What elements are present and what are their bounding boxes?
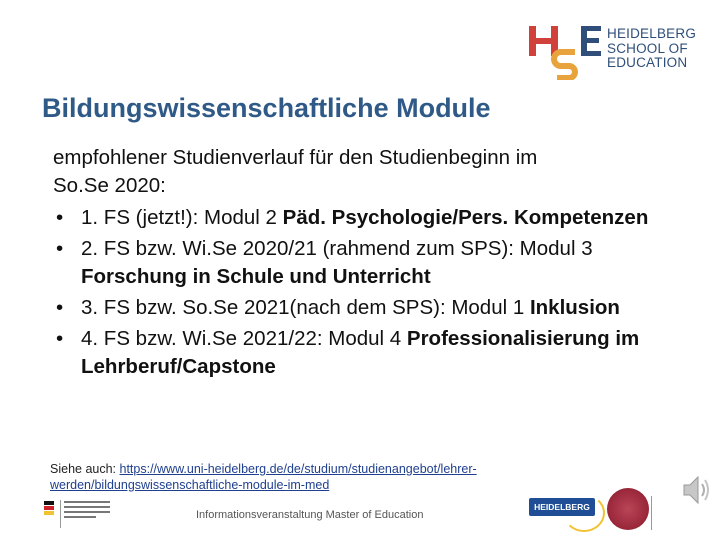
- uni-seal: [607, 488, 649, 530]
- logo-line-1: HEIDELBERG: [607, 26, 697, 41]
- list-item: [53, 235, 673, 291]
- bullet-bold: Päd. Psychologie/Pers. Kompetenzen: [282, 206, 649, 229]
- bullet-text: 2. FS bzw. Wi.Se 2020/21 (rahmend zum SPS): Modul 3: [81, 237, 593, 260]
- bullet-text: 4. FS bzw. Wi.Se 2021/22: Modul 4: [81, 327, 407, 350]
- bullet-marker: •: [56, 206, 64, 229]
- bullet-bold: Professionalisierung im Lehrberuf/Capstone: [81, 327, 640, 378]
- bullet-marker: •: [56, 237, 64, 260]
- intro-line-2: So.Se 2020:: [53, 174, 166, 197]
- study-module-link[interactable]: https://www.uni-heidelberg.de/de/studium/studienangebot/lehrer-werden/bildungswissenschaftliche-module-im-med: [50, 462, 477, 492]
- divider: [651, 496, 652, 530]
- slide-body: [53, 144, 673, 384]
- logo-line-2: SCHOOL OF: [607, 40, 688, 56]
- slide-title: Bildungswissenschaftliche Module: [42, 93, 491, 123]
- list-item: [53, 325, 673, 381]
- bullet-marker: •: [56, 296, 64, 319]
- bmbf-text-lines: [64, 501, 110, 521]
- bullet-text: 1. FS (jetzt!): Modul 2: [81, 206, 283, 229]
- bullet-marker: •: [56, 327, 64, 350]
- intro-text: [53, 144, 673, 200]
- footnote-prefix: Siehe auch:: [50, 462, 120, 476]
- divider: [60, 500, 61, 528]
- hse-logo-mark: [527, 24, 605, 80]
- logo-line-3: EDUCATION: [607, 55, 688, 70]
- hse-logo-text: [607, 27, 696, 71]
- footnote: [50, 461, 630, 493]
- eagle-icon: [44, 501, 54, 515]
- module-list: [53, 204, 673, 381]
- list-item: [53, 204, 673, 232]
- footer-label: Informationsveranstaltung Master of Education: [196, 509, 424, 521]
- bmbf-logo: [44, 499, 114, 529]
- ph-heidelberg-logo: [527, 494, 603, 532]
- bullet-bold: Forschung in Schule und Unterricht: [81, 265, 431, 288]
- list-item: [53, 294, 673, 322]
- bullet-bold: Inklusion: [529, 296, 620, 319]
- speaker-icon[interactable]: [680, 471, 712, 509]
- bullet-text: 3. FS bzw. So.Se 2021(nach dem SPS): Modul 1: [81, 296, 530, 319]
- ph-label: HEIDELBERG: [529, 498, 595, 516]
- intro-line-1: empfohlener Studienverlauf für den Studienbeginn im: [53, 146, 538, 169]
- hse-logo: [527, 24, 697, 80]
